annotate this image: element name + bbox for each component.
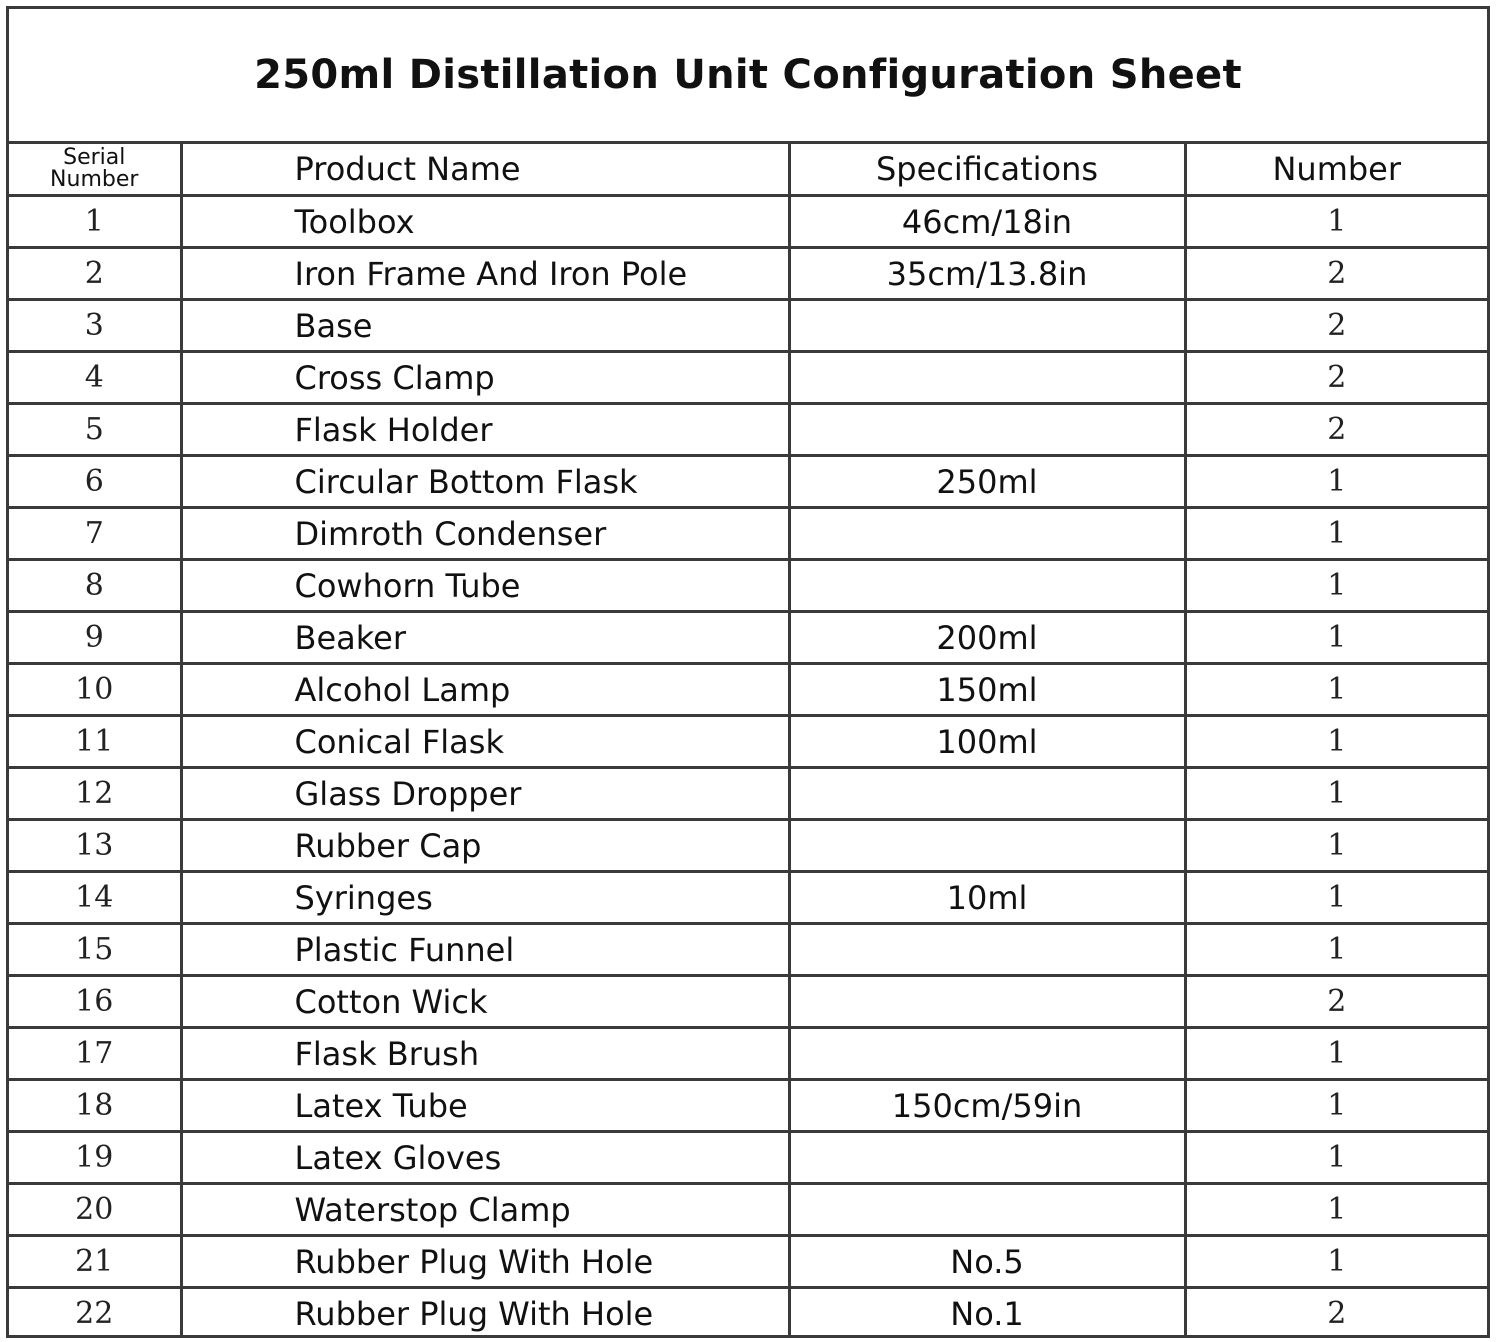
specification-cell <box>789 508 1185 560</box>
serial-cell: 11 <box>9 716 181 768</box>
product-name-cell: Glass Dropper <box>181 768 789 820</box>
specification-cell <box>789 820 1185 872</box>
table-row <box>9 1028 1487 1080</box>
product-name-cell: Cotton Wick <box>181 976 789 1028</box>
sheet-title: 250ml Distillation Unit Configuration Sheet <box>9 9 1487 144</box>
table-row <box>9 924 1487 976</box>
serial-cell: 5 <box>9 404 181 456</box>
product-name-cell: Toolbox <box>181 196 789 248</box>
product-name-cell: Plastic Funnel <box>181 924 789 976</box>
number-cell: 1 <box>1185 612 1487 664</box>
specification-cell <box>789 300 1185 352</box>
number-cell: 1 <box>1185 1028 1487 1080</box>
number-cell: 1 <box>1185 560 1487 612</box>
number-cell: 1 <box>1185 664 1487 716</box>
table-row <box>9 820 1487 872</box>
number-cell: 1 <box>1185 716 1487 768</box>
product-name-header: Product Name <box>181 144 789 196</box>
specification-cell: 46cm/18in <box>789 196 1185 248</box>
serial-cell: 6 <box>9 456 181 508</box>
specification-cell: 150ml <box>789 664 1185 716</box>
table-row <box>9 872 1487 924</box>
number-cell: 1 <box>1185 1080 1487 1132</box>
product-name-cell: Beaker <box>181 612 789 664</box>
number-cell: 2 <box>1327 1296 1347 1331</box>
specification-cell: 150cm/59in <box>789 1080 1185 1132</box>
number-cell: 1 <box>1185 820 1487 872</box>
table-row <box>9 1184 1487 1236</box>
specification-cell <box>789 352 1185 404</box>
serial-cell: 8 <box>9 560 181 612</box>
product-name-cell: Rubber Plug With Hole <box>181 1236 789 1288</box>
product-name-cell: Dimroth Condenser <box>181 508 789 560</box>
header-row <box>9 144 1487 196</box>
serial-cell: 15 <box>9 924 181 976</box>
serial-number-header <box>9 144 181 196</box>
specification-cell <box>789 924 1185 976</box>
product-name-cell: Flask Brush <box>181 1028 789 1080</box>
number-cell: 1 <box>1185 508 1487 560</box>
number-cell: 1 <box>1185 924 1487 976</box>
number-cell: 2 <box>1185 248 1487 300</box>
specification-cell <box>789 976 1185 1028</box>
serial-cell: 22 <box>9 1288 181 1339</box>
number-cell: 1 <box>1185 196 1487 248</box>
serial-cell: 18 <box>9 1080 181 1132</box>
serial-cell: 17 <box>9 1028 181 1080</box>
product-name-cell: Base <box>181 300 789 352</box>
serial-cell: 2 <box>9 248 181 300</box>
number-cell: 1 <box>1185 1132 1487 1184</box>
specification-cell: 10ml <box>789 872 1185 924</box>
serial-cell: 3 <box>9 300 181 352</box>
specification-cell <box>789 404 1185 456</box>
specification-cell: 200ml <box>789 612 1185 664</box>
serial-cell: 16 <box>9 976 181 1028</box>
product-name-cell: Cowhorn Tube <box>181 560 789 612</box>
table-row <box>9 560 1487 612</box>
specifications-header: Specifications <box>789 144 1185 196</box>
serial-cell: 14 <box>9 872 181 924</box>
number-cell: 1 <box>1185 768 1487 820</box>
specification-cell <box>789 560 1185 612</box>
product-name-cell: Rubber Cap <box>181 820 789 872</box>
product-name-cell: Syringes <box>181 872 789 924</box>
number-cell: 1 <box>1185 872 1487 924</box>
serial-cell: 1 <box>9 196 181 248</box>
product-name-cell: Alcohol Lamp <box>181 664 789 716</box>
table-row <box>9 1132 1487 1184</box>
number-cell: 1 <box>1185 1236 1487 1288</box>
number-cell: 2 <box>1185 404 1487 456</box>
serial-cell: 4 <box>9 352 181 404</box>
product-name-cell: Iron Frame And Iron Pole <box>181 248 789 300</box>
number-header: Number <box>1185 144 1487 196</box>
specification-cell: 35cm/13.8in <box>789 248 1185 300</box>
configuration-sheet <box>6 6 1490 1338</box>
product-name-cell: Circular Bottom Flask <box>181 456 789 508</box>
serial-cell: 19 <box>9 1132 181 1184</box>
specification-cell: 250ml <box>789 456 1185 508</box>
specification-cell: 100ml <box>789 716 1185 768</box>
serial-cell: 21 <box>9 1236 181 1288</box>
serial-cell: 13 <box>9 820 181 872</box>
table-row <box>9 1080 1487 1132</box>
table-row <box>9 612 1487 664</box>
serial-cell: 12 <box>9 768 181 820</box>
product-name-cell: Flask Holder <box>181 404 789 456</box>
table-row <box>9 352 1487 404</box>
specification-cell <box>789 1028 1185 1080</box>
product-name-cell: Latex Tube <box>181 1080 789 1132</box>
table-row <box>9 1236 1487 1288</box>
serial-header-line2: Number <box>50 167 139 192</box>
product-name-cell: Cross Clamp <box>181 352 789 404</box>
table-row <box>9 976 1487 1028</box>
serial-cell: 7 <box>9 508 181 560</box>
product-name-cell: Rubber Plug With Hole <box>181 1288 789 1339</box>
serial-cell: 9 <box>9 612 181 664</box>
number-cell: 1 <box>1185 456 1487 508</box>
table-row <box>9 1288 1487 1339</box>
product-name-cell: Waterstop Clamp <box>181 1184 789 1236</box>
product-name-cell: Conical Flask <box>181 716 789 768</box>
specification-cell: No.1 <box>789 1288 1185 1339</box>
number-cell: 2 <box>1185 300 1487 352</box>
table-row <box>9 456 1487 508</box>
number-cell: 2 <box>1185 976 1487 1028</box>
serial-cell: 10 <box>9 664 181 716</box>
number-cell: 1 <box>1185 1184 1487 1236</box>
table-row <box>9 716 1487 768</box>
product-name-cell: Latex Gloves <box>181 1132 789 1184</box>
specification-cell <box>789 1132 1185 1184</box>
number-cell: 2 <box>1185 352 1487 404</box>
specification-cell <box>789 1184 1185 1236</box>
table-row <box>9 768 1487 820</box>
configuration-table <box>9 144 1487 1338</box>
table-row <box>9 300 1487 352</box>
table-row <box>9 664 1487 716</box>
table-row <box>9 404 1487 456</box>
serial-header-line1: Serial <box>63 145 126 170</box>
specification-cell: No.5 <box>789 1236 1185 1288</box>
specification-cell <box>789 768 1185 820</box>
table-row <box>9 508 1487 560</box>
table-row <box>9 196 1487 248</box>
serial-cell: 20 <box>9 1184 181 1236</box>
table-row <box>9 248 1487 300</box>
